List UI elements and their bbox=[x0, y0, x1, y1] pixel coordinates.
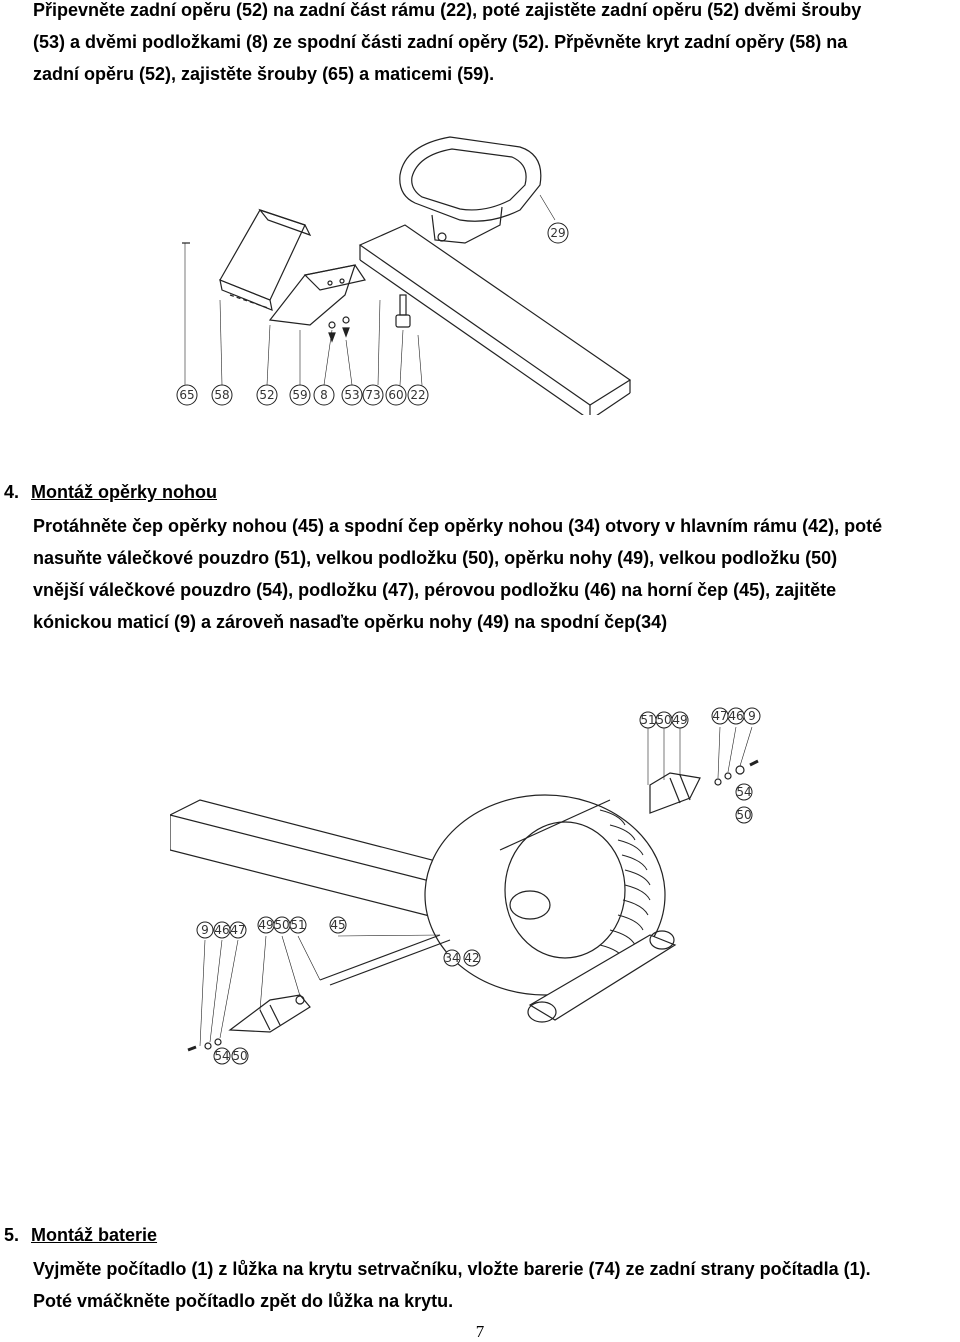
step4-heading bbox=[4, 482, 217, 503]
callout-label: 50 bbox=[656, 713, 672, 727]
step4-line: vnější válečkové pouzdro (54), podložku (47), pérovou podložku (46) na horní čep (45), zajitěte bbox=[33, 580, 837, 600]
callout-label: 9 bbox=[201, 923, 209, 937]
step3-line: (53) a dvěmi podložkami (8) ze spodní části zadní opěry (52). Přpěvněte kryt zadní opěry (58) na bbox=[33, 32, 848, 52]
callout-label: 58 bbox=[214, 388, 230, 402]
back-support-diagram bbox=[160, 125, 640, 415]
callout-label: 50 bbox=[232, 1049, 248, 1063]
callout-label: 59 bbox=[292, 388, 308, 402]
callout-label: 46 bbox=[214, 923, 230, 937]
step5-line: Vyjměte počítadlo (1) z lůžka na krytu setrvačníku, vložte barerie (74) ze zadní strany počítadla (1). bbox=[33, 1259, 871, 1279]
callout-label: 51 bbox=[290, 918, 306, 932]
callout-label: 73 bbox=[365, 388, 381, 402]
step3-line: zadní opěru (52), zajistěte šrouby (65) a maticemi (59). bbox=[33, 64, 495, 84]
step4-text bbox=[33, 510, 953, 638]
callout-label: 45 bbox=[330, 918, 346, 932]
step4-line: nasuňte válečkové pouzdro (51), velkou podložku (50), opěrku nohy (49), velkou podložku (50) bbox=[33, 548, 838, 568]
callout-label: 60 bbox=[388, 388, 404, 402]
callout-label: 29 bbox=[550, 226, 566, 240]
callout-label: 47 bbox=[230, 923, 246, 937]
step5-number: 5. bbox=[4, 1225, 20, 1245]
step4-line: kónickou maticí (9) a zároveň nasaďte opěrku nohy (49) na spodní čep(34) bbox=[33, 612, 668, 632]
step4-number: 4. bbox=[4, 482, 20, 502]
callout-label: 46 bbox=[728, 709, 744, 723]
callout-label: 50 bbox=[274, 918, 290, 932]
callout-label: 47 bbox=[712, 709, 728, 723]
callout-label: 54 bbox=[736, 785, 752, 799]
step4-title: Montáž opěrky nohou bbox=[31, 482, 218, 502]
callout-label: 65 bbox=[179, 388, 195, 402]
page-number: 7 bbox=[475, 1322, 485, 1341]
step3-line: Připevněte zadní opěru (52) na zadní část rámu (22), poté zajistěte zadní opěru (52) dvěmi šrouby bbox=[33, 0, 862, 20]
callout-label: 49 bbox=[672, 713, 688, 727]
callout-label: 34 bbox=[444, 951, 460, 965]
foot-rest-diagram bbox=[170, 700, 790, 1070]
callout-label: 49 bbox=[258, 918, 274, 932]
callout-label: 9 bbox=[748, 709, 756, 723]
step5-heading bbox=[4, 1225, 157, 1246]
callout-label: 51 bbox=[640, 713, 656, 727]
callout-label: 54 bbox=[214, 1049, 230, 1063]
step5-text bbox=[33, 1253, 953, 1317]
callout-label: 42 bbox=[464, 951, 480, 965]
step5-title: Montáž baterie bbox=[31, 1225, 158, 1245]
callout-label: 22 bbox=[410, 388, 426, 402]
callout-label: 8 bbox=[320, 388, 328, 402]
callout-label: 52 bbox=[259, 388, 275, 402]
step5-line: Poté vmáčkněte počítadlo zpět do lůžka na krytu. bbox=[33, 1291, 454, 1311]
step4-line: Protáhněte čep opěrky nohou (45) a spodní čep opěrky nohou (34) otvory v hlavním rámu (42), poté bbox=[33, 516, 883, 536]
callout-label: 50 bbox=[736, 808, 752, 822]
step3-text bbox=[33, 0, 953, 90]
callout-label: 53 bbox=[344, 388, 360, 402]
